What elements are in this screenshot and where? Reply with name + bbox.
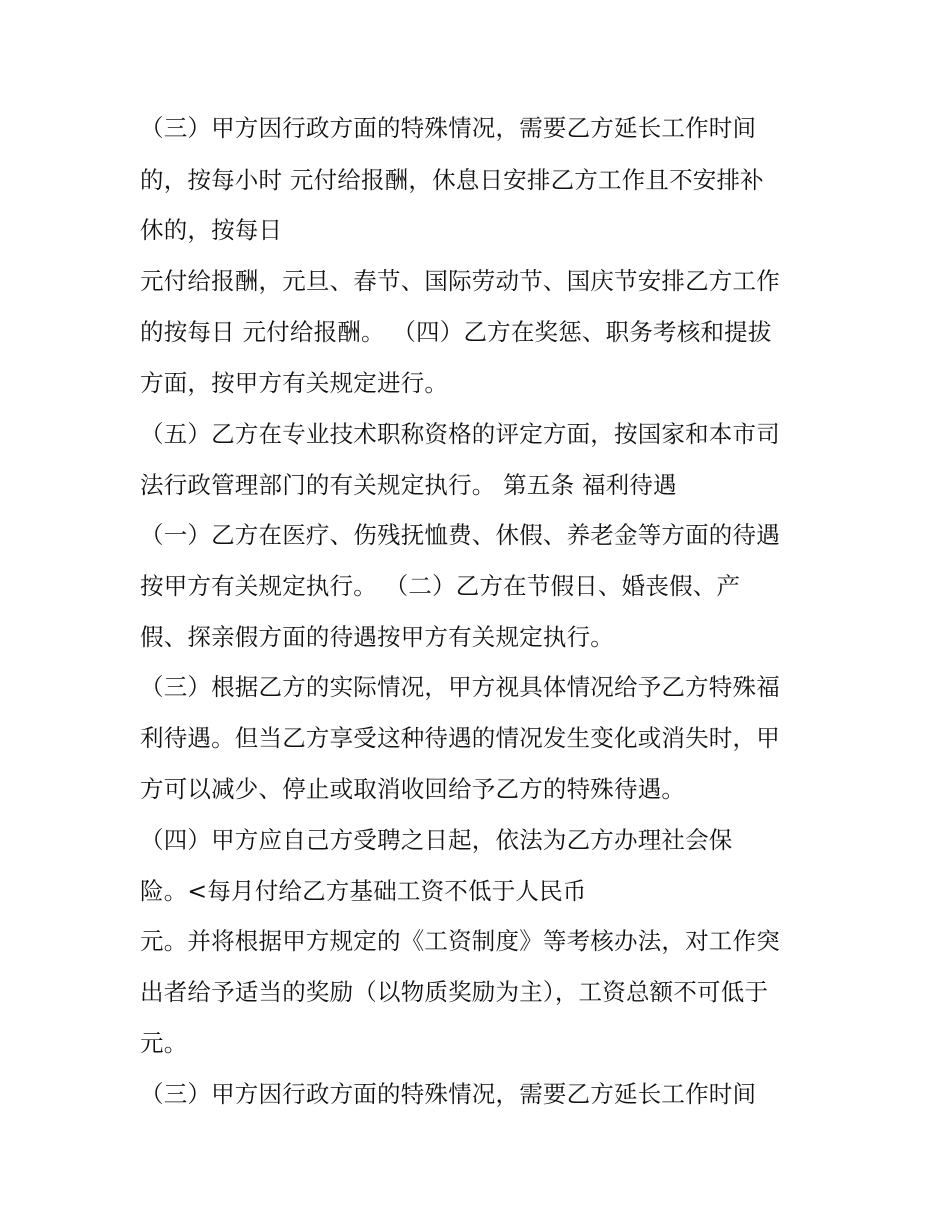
text-line: （四）甲方应自己方受聘之日起，依法为乙方办理社会保 xyxy=(140,826,733,854)
text-line: 方可以减少、停止或取消收回给予乙方的特殊待遇。 xyxy=(140,775,686,803)
text-line: 假、探亲假方面的待遇按甲方有关规定执行。 xyxy=(140,623,614,651)
text-line: 按甲方有关规定执行。 （二）乙方在节假日、婚丧假、产 xyxy=(140,572,741,600)
text-line: 方面，按甲方有关规定进行。 xyxy=(140,369,449,397)
text-line: （三）甲方因行政方面的特殊情况，需要乙方延长工作时间 xyxy=(140,114,757,142)
text-line: 出者给予适当的奖励（以物质奖励为主），工资总额不可低于 xyxy=(140,978,769,1006)
text-line: （五）乙方在专业技术职称资格的评定方面，按国家和本市司 xyxy=(140,420,780,448)
text-line: 休的，按每日 xyxy=(140,216,283,244)
text-line: 元。 xyxy=(140,1029,188,1057)
text-line: （三）根据乙方的实际情况，甲方视具体情况给予乙方特殊福 xyxy=(140,673,780,701)
text-line: 元。并将根据甲方规定的《工资制度》等考核办法，对工作突 xyxy=(140,927,780,955)
text-line: 的，按每小时 元付给报酬，休息日安排乙方工作且不安排补 xyxy=(140,166,764,194)
text-line: 利待遇。但当乙方享受这种待遇的情况发生变化或消失时，甲 xyxy=(140,724,780,752)
text-line: 法行政管理部门的有关规定执行。 第五条 福利待遇 xyxy=(140,471,677,499)
text-line: 险。<每月付给乙方基础工资不低于人民币 xyxy=(140,877,587,905)
text-line: 元付给报酬，元旦、春节、国际劳动节、国庆节安排乙方工作 xyxy=(140,267,780,295)
text-line: （一）乙方在医疗、伤残抚恤费、休假、养老金等方面的待遇 xyxy=(140,521,780,549)
text-line: 的按每日 元付给报酬。 （四）乙方在奖惩、职务考核和提拔 xyxy=(140,318,772,346)
text-line: （三）甲方因行政方面的特殊情况，需要乙方延长工作时间 xyxy=(140,1080,757,1108)
